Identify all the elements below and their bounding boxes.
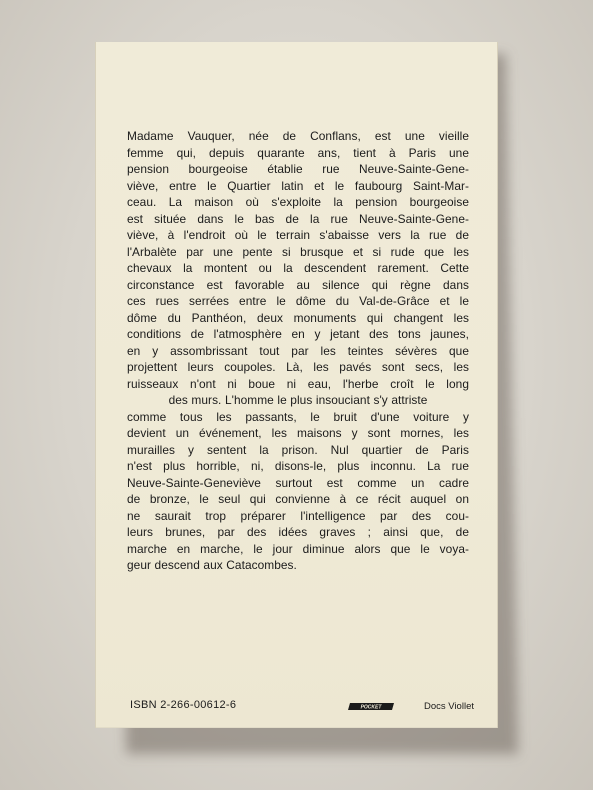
blurb-line: marche en marche, le jour diminue alors que le voya- [127, 541, 469, 556]
blurb-line: comme tous les passants, le bruit d'une voiture y [127, 409, 469, 424]
blurb-line: des murs. L'homme le plus insouciant s'y attriste [168, 393, 428, 407]
blurb-line: geur descend aux Catacombes. [127, 558, 297, 572]
blurb-line: chevaux la montent ou la descendent rarement. Cette [127, 261, 469, 275]
blurb-line: conditions de l'atmosphère en y jetant des tons jaunes, [127, 327, 469, 341]
blurb-line: dôme du Panthéon, deux monuments qui changent les [127, 310, 469, 325]
blurb-line: ceau. La maison où s'exploite la pension bourgeoise [127, 195, 469, 209]
blurb-line: Madame Vauquer, née de Conflans, est une vieille [127, 129, 469, 143]
blurb-line: ne saurait trop préparer l'intelligence par des cou- [127, 508, 469, 523]
blurb-line: en y assombrissant tout par les teintes sévères que [127, 343, 469, 358]
blurb-line: de bronze, le seul qui convienne à ce récit auquel on [127, 492, 469, 506]
book-back-cover [95, 42, 498, 728]
blurb-line: n'est plus horrible, ni, disons-le, plus inconnu. La rue [127, 459, 469, 473]
blurb-line: Neuve-Sainte-Geneviève surtout est comme un cadre [127, 475, 469, 490]
blurb-line: projettent leurs coupoles. Là, les pavés sont secs, les [127, 360, 469, 374]
blurb-line: leurs brunes, par des idées graves ; ainsi que, de [127, 525, 469, 539]
blurb-line: ruisseaux n'ont ni boue ni eau, l'herbe croît le long [127, 376, 469, 391]
blurb-line: est située dans le bas de la rue Neuve-Sainte-Gene- [127, 211, 469, 226]
publisher-logo-icon [347, 702, 395, 711]
blurb-line: viève, entre le Quartier latin et le faubourg Saint-Mar- [127, 178, 469, 193]
blurb-line: pension bourgeoise établie rue Neuve-Sainte-Gene- [127, 162, 469, 176]
blurb-line: devient un événement, les maisons y sont mornes, les [127, 426, 469, 440]
blurb-line: ces rues serrées entre le dôme du Val-de-Grâce et le [127, 294, 469, 308]
blurb-line: femme qui, depuis quarante ans, tient à Paris une [127, 145, 469, 160]
blurb-line: murailles y sentent la prison. Nul quartier de Paris [127, 442, 469, 457]
blurb-line: viève, à l'endroit où le terrain s'abaisse vers la rue de [127, 228, 469, 242]
back-cover-blurb [127, 128, 469, 574]
isbn-number: ISBN 2-266-00612-6 [130, 699, 237, 711]
blurb-line: l'Arbalète par une pente si brusque et si rude que les [127, 244, 469, 259]
cover-credit: Docs Viollet [424, 701, 474, 712]
publisher-logo-text: POCKET [360, 704, 382, 711]
blurb-line: circonstance est favorable au silence qui règne dans [127, 277, 469, 292]
